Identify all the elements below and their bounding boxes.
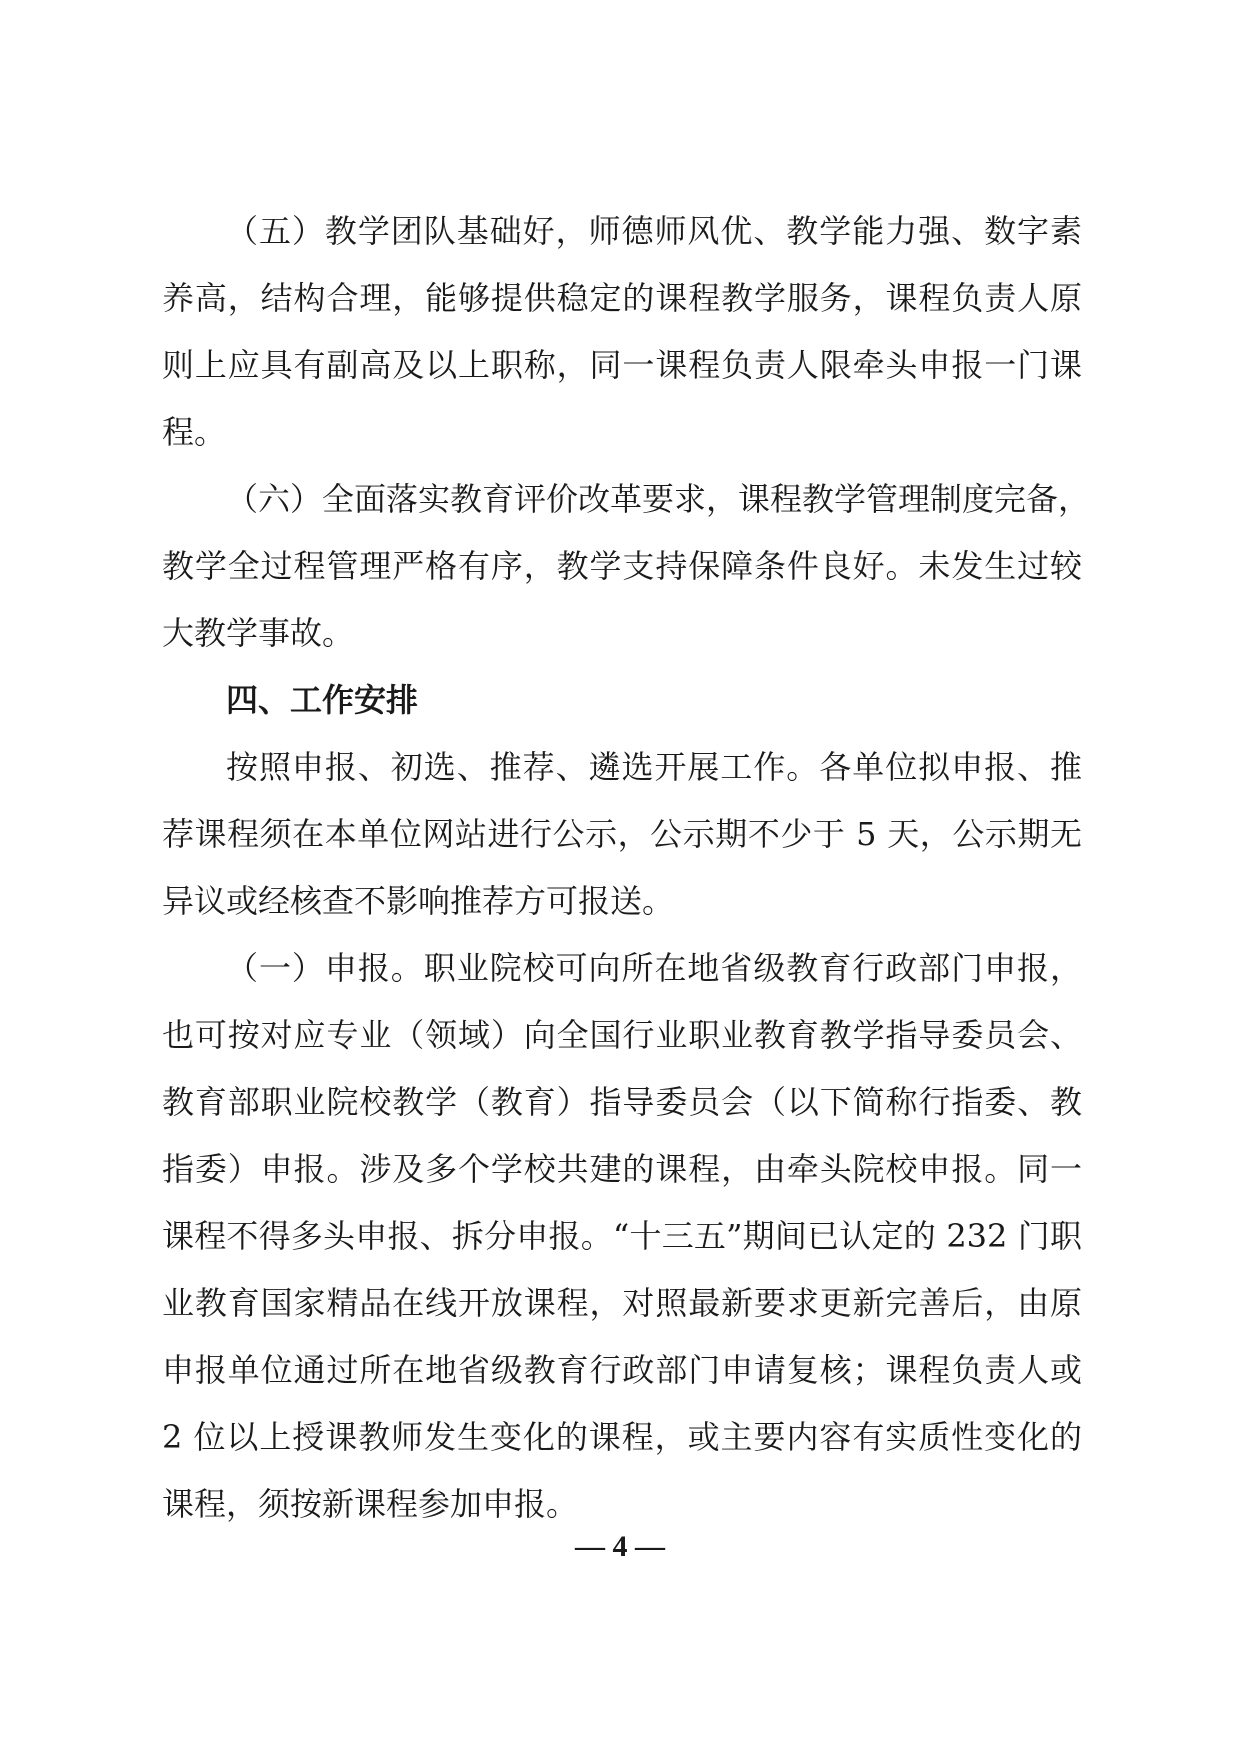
- document-body: [162, 198, 1091, 1538]
- text-line: 课程，须按新课程参加申报。: [162, 1485, 579, 1523]
- text-line: 教学全过程管理严格有序，教学支持保障条件良好。未发生过较: [162, 547, 1082, 585]
- text-line: 大教学事故。: [162, 614, 355, 652]
- text-line: （五）教学团队基础好，师德师风优、教学能力强、数字素: [226, 212, 1082, 250]
- paragraph-application: [162, 935, 1082, 1538]
- text-line: 课程不得多头申报、拆分申报。“十三五”期间已认定的 232 门职: [162, 1217, 1082, 1255]
- text-line: （一）申报。职业院校可向所在地省级教育行政部门申报，: [226, 949, 1082, 987]
- text-line: 养高，结构合理，能够提供稳定的课程教学服务，课程负责人原: [162, 279, 1082, 317]
- text-line: 程。: [162, 413, 227, 451]
- section-heading: 四、工作安排: [226, 681, 419, 719]
- paragraph-work-arrangement: [162, 734, 1082, 935]
- text-line: 异议或经核查不影响推荐方可报送。: [162, 882, 675, 920]
- text-line: 按照申报、初选、推荐、遴选开展工作。各单位拟申报、推: [226, 748, 1082, 786]
- text-line: 教育部职业院校教学（教育）指导委员会（以下简称行指委、教: [162, 1083, 1082, 1121]
- text-line: 荐课程须在本单位网站进行公示，公示期不少于 5 天，公示期无: [162, 815, 1082, 853]
- text-line: 也可按对应专业（领域）向全国行业职业教育教学指导委员会、: [162, 1016, 1082, 1054]
- paragraph-criteria-5: [162, 198, 1082, 466]
- text-line: （六）全面落实教育评价改革要求，课程教学管理制度完备，: [226, 480, 1091, 518]
- page-number: — 4 —: [575, 1530, 665, 1563]
- text-line: 业教育国家精品在线开放课程，对照最新要求更新完善后，由原: [162, 1284, 1082, 1322]
- text-line: 则上应具有副高及以上职称，同一课程负责人限牵头申报一门课: [162, 346, 1082, 384]
- text-line: 指委）申报。涉及多个学校共建的课程，由牵头院校申报。同一: [162, 1150, 1082, 1188]
- paragraph-criteria-6: [162, 466, 1091, 667]
- text-line: 申报单位通过所在地省级教育行政部门申请复核；课程负责人或: [162, 1351, 1082, 1389]
- text-line: 2 位以上授课教师发生变化的课程，或主要内容有实质性变化的: [162, 1418, 1082, 1456]
